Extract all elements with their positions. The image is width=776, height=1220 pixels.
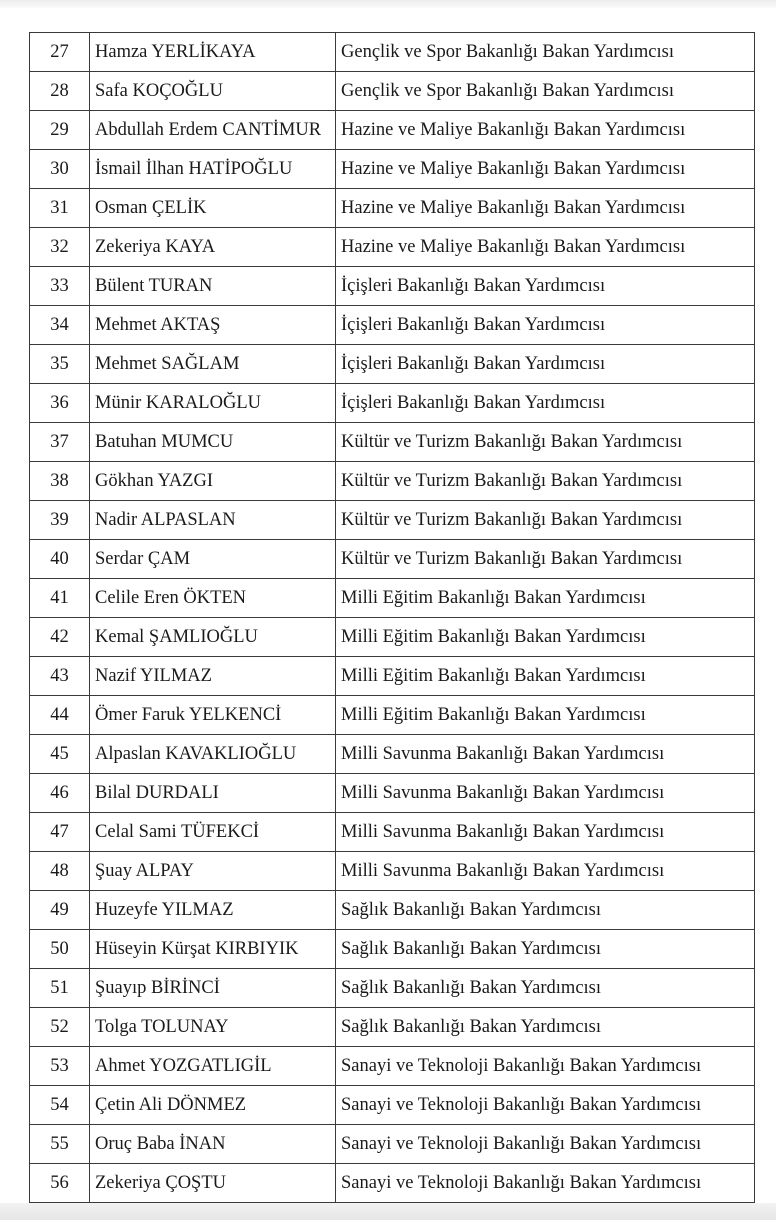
table-row <box>30 1125 755 1164</box>
position-title: Kültür ve Turizm Bakanlığı Bakan Yardımcısı <box>336 540 755 579</box>
position-title: Kültür ve Turizm Bakanlığı Bakan Yardımcısı <box>336 501 755 540</box>
position-title: Hazine ve Maliye Bakanlığı Bakan Yardımcısı <box>336 228 755 267</box>
row-number: 56 <box>30 1164 90 1203</box>
person-name: Abdullah Erdem CANTİMUR <box>90 111 336 150</box>
table-row <box>30 1164 755 1203</box>
row-number: 34 <box>30 306 90 345</box>
position-title: Sanayi ve Teknoloji Bakanlığı Bakan Yardımcısı <box>336 1125 755 1164</box>
table-row <box>30 306 755 345</box>
row-number: 45 <box>30 735 90 774</box>
position-title: Hazine ve Maliye Bakanlığı Bakan Yardımcısı <box>336 189 755 228</box>
position-title: Kültür ve Turizm Bakanlığı Bakan Yardımcısı <box>336 423 755 462</box>
row-number: 50 <box>30 930 90 969</box>
table-body <box>30 33 755 1203</box>
position-title: İçişleri Bakanlığı Bakan Yardımcısı <box>336 306 755 345</box>
table-row <box>30 657 755 696</box>
position-title: Sanayi ve Teknoloji Bakanlığı Bakan Yardımcısı <box>336 1086 755 1125</box>
table-row <box>30 1086 755 1125</box>
position-title: Milli Eğitim Bakanlığı Bakan Yardımcısı <box>336 579 755 618</box>
position-title: Milli Savunma Bakanlığı Bakan Yardımcısı <box>336 852 755 891</box>
table-row <box>30 618 755 657</box>
position-title: Sağlık Bakanlığı Bakan Yardımcısı <box>336 930 755 969</box>
person-name: Tolga TOLUNAY <box>90 1008 336 1047</box>
table-row <box>30 735 755 774</box>
person-name: Gökhan YAZGI <box>90 462 336 501</box>
table-row <box>30 852 755 891</box>
person-name: Ahmet YOZGATLIGİL <box>90 1047 336 1086</box>
table-row <box>30 501 755 540</box>
person-name: Ömer Faruk YELKENCİ <box>90 696 336 735</box>
row-number: 47 <box>30 813 90 852</box>
row-number: 31 <box>30 189 90 228</box>
position-title: Sanayi ve Teknoloji Bakanlığı Bakan Yardımcısı <box>336 1164 755 1203</box>
person-name: Batuhan MUMCU <box>90 423 336 462</box>
deputy-ministers-table <box>29 32 755 1203</box>
table-row <box>30 189 755 228</box>
position-title: İçişleri Bakanlığı Bakan Yardımcısı <box>336 267 755 306</box>
position-title: Hazine ve Maliye Bakanlığı Bakan Yardımcısı <box>336 150 755 189</box>
table-row <box>30 345 755 384</box>
row-number: 43 <box>30 657 90 696</box>
table-row <box>30 969 755 1008</box>
position-title: Kültür ve Turizm Bakanlığı Bakan Yardımcısı <box>336 462 755 501</box>
position-title: Sağlık Bakanlığı Bakan Yardımcısı <box>336 891 755 930</box>
person-name: İsmail İlhan HATİPOĞLU <box>90 150 336 189</box>
person-name: Oruç Baba İNAN <box>90 1125 336 1164</box>
table-row <box>30 150 755 189</box>
position-title: Milli Savunma Bakanlığı Bakan Yardımcısı <box>336 774 755 813</box>
row-number: 52 <box>30 1008 90 1047</box>
row-number: 39 <box>30 501 90 540</box>
table-row <box>30 540 755 579</box>
row-number: 44 <box>30 696 90 735</box>
position-title: Hazine ve Maliye Bakanlığı Bakan Yardımcısı <box>336 111 755 150</box>
person-name: Şuayıp BİRİNCİ <box>90 969 336 1008</box>
position-title: Sanayi ve Teknoloji Bakanlığı Bakan Yardımcısı <box>336 1047 755 1086</box>
position-title: Milli Savunma Bakanlığı Bakan Yardımcısı <box>336 735 755 774</box>
person-name: Nazif YILMAZ <box>90 657 336 696</box>
position-title: Gençlik ve Spor Bakanlığı Bakan Yardımcısı <box>336 72 755 111</box>
position-title: İçişleri Bakanlığı Bakan Yardımcısı <box>336 345 755 384</box>
person-name: Safa KOÇOĞLU <box>90 72 336 111</box>
position-title: Gençlik ve Spor Bakanlığı Bakan Yardımcısı <box>336 33 755 72</box>
row-number: 35 <box>30 345 90 384</box>
person-name: Bilal DURDALI <box>90 774 336 813</box>
table-row <box>30 930 755 969</box>
person-name: Bülent TURAN <box>90 267 336 306</box>
table-row <box>30 579 755 618</box>
position-title: Sağlık Bakanlığı Bakan Yardımcısı <box>336 1008 755 1047</box>
table-row <box>30 267 755 306</box>
table-row <box>30 774 755 813</box>
table-row <box>30 111 755 150</box>
position-title: Milli Eğitim Bakanlığı Bakan Yardımcısı <box>336 618 755 657</box>
row-number: 30 <box>30 150 90 189</box>
row-number: 51 <box>30 969 90 1008</box>
row-number: 37 <box>30 423 90 462</box>
person-name: Nadir ALPASLAN <box>90 501 336 540</box>
row-number: 48 <box>30 852 90 891</box>
person-name: Hüseyin Kürşat KIRBIYIK <box>90 930 336 969</box>
table-row <box>30 228 755 267</box>
table-row <box>30 891 755 930</box>
person-name: Mehmet SAĞLAM <box>90 345 336 384</box>
position-title: Sağlık Bakanlığı Bakan Yardımcısı <box>336 969 755 1008</box>
table-row <box>30 33 755 72</box>
position-title: Milli Eğitim Bakanlığı Bakan Yardımcısı <box>336 657 755 696</box>
position-title: İçişleri Bakanlığı Bakan Yardımcısı <box>336 384 755 423</box>
table-row <box>30 72 755 111</box>
person-name: Osman ÇELİK <box>90 189 336 228</box>
row-number: 54 <box>30 1086 90 1125</box>
row-number: 55 <box>30 1125 90 1164</box>
row-number: 53 <box>30 1047 90 1086</box>
row-number: 27 <box>30 33 90 72</box>
table-row <box>30 384 755 423</box>
person-name: Münir KARALOĞLU <box>90 384 336 423</box>
position-title: Milli Eğitim Bakanlığı Bakan Yardımcısı <box>336 696 755 735</box>
bottom-page-edge <box>0 1203 776 1220</box>
person-name: Celal Sami TÜFEKCİ <box>90 813 336 852</box>
row-number: 46 <box>30 774 90 813</box>
table-row <box>30 696 755 735</box>
person-name: Huzeyfe YILMAZ <box>90 891 336 930</box>
person-name: Celile Eren ÖKTEN <box>90 579 336 618</box>
person-name: Serdar ÇAM <box>90 540 336 579</box>
row-number: 28 <box>30 72 90 111</box>
row-number: 41 <box>30 579 90 618</box>
person-name: Çetin Ali DÖNMEZ <box>90 1086 336 1125</box>
person-name: Şuay ALPAY <box>90 852 336 891</box>
person-name: Zekeriya ÇOŞTU <box>90 1164 336 1203</box>
row-number: 33 <box>30 267 90 306</box>
table-row <box>30 813 755 852</box>
position-title: Milli Savunma Bakanlığı Bakan Yardımcısı <box>336 813 755 852</box>
person-name: Hamza YERLİKAYA <box>90 33 336 72</box>
person-name: Zekeriya KAYA <box>90 228 336 267</box>
person-name: Kemal ŞAMLIOĞLU <box>90 618 336 657</box>
table-row <box>30 1047 755 1086</box>
table-row <box>30 423 755 462</box>
row-number: 32 <box>30 228 90 267</box>
row-number: 40 <box>30 540 90 579</box>
table-row <box>30 462 755 501</box>
row-number: 49 <box>30 891 90 930</box>
person-name: Alpaslan KAVAKLIOĞLU <box>90 735 336 774</box>
row-number: 42 <box>30 618 90 657</box>
table-row <box>30 1008 755 1047</box>
row-number: 38 <box>30 462 90 501</box>
row-number: 29 <box>30 111 90 150</box>
person-name: Mehmet AKTAŞ <box>90 306 336 345</box>
row-number: 36 <box>30 384 90 423</box>
